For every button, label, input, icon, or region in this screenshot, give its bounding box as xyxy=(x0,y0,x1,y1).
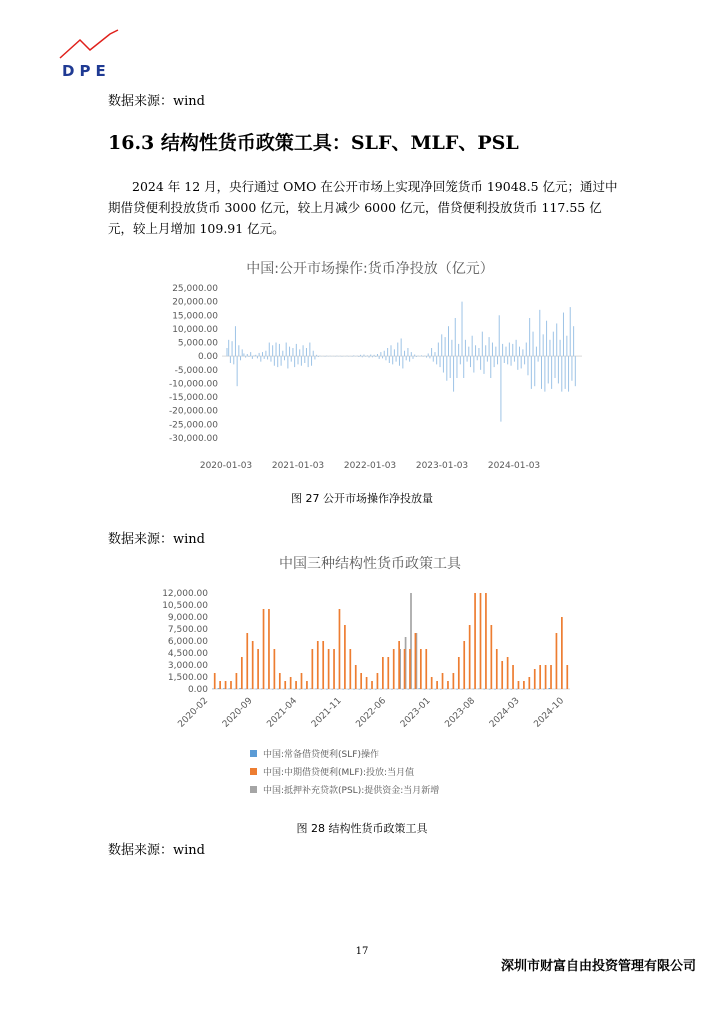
legend-label: 中国:抵押补充贷款(PSL):提供资金:当月新增 xyxy=(263,785,440,796)
chart2-svg xyxy=(150,585,590,745)
y-tick-label: 0.00 xyxy=(197,352,218,363)
chart2-legend xyxy=(250,744,439,798)
data-bar xyxy=(518,681,520,689)
data-bar xyxy=(274,649,276,689)
data-bar xyxy=(435,689,437,690)
data-bar xyxy=(322,641,324,689)
x-tick-label: 2022-01-03 xyxy=(343,461,397,471)
logo-text: DPE xyxy=(62,62,111,80)
data-bar xyxy=(355,665,357,689)
data-bar xyxy=(548,688,550,689)
y-tick-label: 10,000.00 xyxy=(172,324,218,335)
y-tick-label: 12,000.00 xyxy=(162,589,208,599)
data-bar xyxy=(214,673,216,689)
data-bar xyxy=(561,617,563,689)
data-bar xyxy=(366,677,368,689)
data-bar xyxy=(409,649,411,689)
data-bar xyxy=(445,689,447,690)
data-bar xyxy=(456,689,458,690)
data-bar xyxy=(342,689,344,690)
legend-label: 中国:常备借贷便利(SLF)操作 xyxy=(263,749,379,760)
data-bar xyxy=(528,677,530,689)
data-bar xyxy=(382,657,384,689)
data-bar xyxy=(348,689,350,690)
y-tick-label: -15,000.00 xyxy=(168,393,218,404)
data-bar xyxy=(359,689,361,690)
logo-graphic xyxy=(58,28,128,64)
data-bar xyxy=(391,689,393,690)
data-bar xyxy=(543,689,545,690)
data-bar xyxy=(447,681,449,689)
y-tick-label: -10,000.00 xyxy=(168,379,218,390)
data-bar xyxy=(480,593,482,689)
data-bar xyxy=(234,689,236,690)
data-bar xyxy=(483,689,485,690)
data-bar xyxy=(545,665,547,689)
data-bar xyxy=(407,689,409,690)
data-bar xyxy=(458,657,460,689)
data-bar xyxy=(398,641,400,689)
y-tick-label: 15,000.00 xyxy=(172,311,218,322)
legend-swatch xyxy=(250,750,257,757)
data-bar xyxy=(501,661,503,689)
data-bar xyxy=(415,633,417,689)
chart2-caption: 图 28 结构性货币政策工具 xyxy=(296,822,428,835)
data-bar xyxy=(326,689,328,690)
data-bar xyxy=(369,689,371,690)
data-bar xyxy=(512,665,514,689)
data-bar xyxy=(279,673,281,689)
data-bar xyxy=(306,681,308,689)
data-bar xyxy=(290,677,292,689)
data-bar xyxy=(521,689,523,690)
data-bar xyxy=(257,649,259,689)
data-bar xyxy=(223,688,225,689)
data-bar xyxy=(387,657,389,689)
data-bar xyxy=(404,649,406,689)
data-bar xyxy=(473,689,475,690)
data-bar xyxy=(288,689,290,690)
y-tick-label: -30,000.00 xyxy=(168,434,218,444)
x-tick-label: 2023-08 xyxy=(443,696,478,730)
y-tick-label: -25,000.00 xyxy=(168,420,218,431)
y-tick-label: 10,500.00 xyxy=(162,601,208,611)
data-bar xyxy=(489,689,491,690)
data-bar xyxy=(310,689,312,690)
data-bar xyxy=(451,689,453,690)
data-bar xyxy=(532,689,534,690)
x-tick-label: 2020-09 xyxy=(220,696,255,730)
legend-item-psl xyxy=(250,780,439,798)
data-bar xyxy=(516,689,518,690)
data-source-label: 数据来源：wind xyxy=(108,532,205,547)
data-bar xyxy=(266,689,268,690)
data-bar xyxy=(505,689,507,690)
data-bar xyxy=(556,633,558,689)
section-heading: 16.3 结构性货币政策工具：SLF、MLF、PSL xyxy=(108,132,519,154)
x-tick-label: 2024-01-03 xyxy=(487,461,541,471)
data-bar xyxy=(538,689,540,690)
data-bar xyxy=(442,673,444,689)
data-bar xyxy=(312,649,314,689)
chart1-svg xyxy=(150,280,590,480)
legend-item-slf xyxy=(250,744,439,762)
y-tick-label: 6,000.00 xyxy=(167,637,208,647)
data-bar xyxy=(420,649,422,689)
data-bar xyxy=(219,681,221,689)
data-bar xyxy=(241,657,243,689)
data-bar xyxy=(534,669,536,689)
chart2-title: 中国三种结构性货币政策工具 xyxy=(279,556,461,572)
data-bar xyxy=(349,649,351,689)
legend-swatch xyxy=(250,786,257,793)
data-bar xyxy=(301,673,303,689)
x-tick-label: 2024-10 xyxy=(532,696,567,730)
data-bar xyxy=(321,689,323,690)
data-bar xyxy=(485,593,487,689)
data-bar xyxy=(218,688,220,689)
y-tick-label: 1,500.00 xyxy=(167,673,208,683)
data-bar xyxy=(228,689,230,690)
data-bar xyxy=(337,689,339,690)
data-source-label: 数据来源：wind xyxy=(108,843,205,858)
data-bar xyxy=(364,689,366,690)
data-bar xyxy=(566,665,568,689)
data-bar xyxy=(425,649,427,689)
y-tick-label: 9,000.00 xyxy=(167,613,208,623)
y-tick-label: 25,000.00 xyxy=(172,284,218,294)
data-bar xyxy=(212,689,214,690)
y-tick-label: 7,500.00 xyxy=(167,625,208,635)
data-bar xyxy=(380,689,382,690)
data-bar xyxy=(239,688,241,689)
data-bar xyxy=(230,681,232,689)
page-number: 17 xyxy=(355,946,369,957)
data-bar xyxy=(500,689,502,690)
data-bar xyxy=(397,689,399,690)
y-tick-label: -5,000.00 xyxy=(174,365,218,376)
data-bar xyxy=(299,689,301,690)
data-bar xyxy=(440,689,442,690)
data-bar xyxy=(462,689,464,690)
legend-item-mlf xyxy=(250,762,439,780)
data-bar xyxy=(413,689,415,690)
data-bar xyxy=(256,689,258,690)
x-tick-label: 2023-01-03 xyxy=(415,461,469,471)
data-bar xyxy=(315,689,317,690)
data-bar xyxy=(418,688,420,689)
data-bar xyxy=(339,609,341,689)
data-source-label: 数据来源：wind xyxy=(108,94,205,109)
data-bar xyxy=(453,673,455,689)
legend-label: 中国:中期借贷便利(MLF):投放:当月值 xyxy=(263,767,415,778)
data-bar xyxy=(463,641,465,689)
data-bar xyxy=(469,625,471,689)
data-bar xyxy=(332,689,334,690)
x-tick-label: 2021-11 xyxy=(309,696,344,730)
y-tick-label: 4,500.00 xyxy=(167,649,208,659)
data-bar xyxy=(360,673,362,689)
data-bar xyxy=(402,689,404,690)
data-bar xyxy=(272,689,274,690)
data-bar xyxy=(225,681,227,689)
x-tick-label: 2021-01-03 xyxy=(271,461,325,471)
summary-paragraph: 2024 年 12 月，央行通过 OMO 在公开市场上实现净回笼货币 19048.5 亿元；通过中期借贷便利投放货币 3000 亿元，较上月减少 6000 亿元，借贷便利投放货币 117.55 亿元，较上月增加 109.91 亿元。 xyxy=(108,179,618,236)
x-tick-label: 2021-04 xyxy=(265,696,300,730)
x-tick-label: 2024-03 xyxy=(487,696,522,730)
data-bar xyxy=(527,689,529,690)
data-bar xyxy=(436,681,438,689)
data-bar xyxy=(491,625,493,689)
data-bar xyxy=(353,689,355,690)
data-bar xyxy=(328,649,330,689)
y-tick-label: -20,000.00 xyxy=(168,406,218,417)
x-tick-label: 2022-06 xyxy=(354,696,389,730)
data-bar xyxy=(523,681,525,689)
data-bar xyxy=(317,641,319,689)
data-bar xyxy=(333,649,335,689)
data-bar xyxy=(371,681,373,689)
data-bar xyxy=(494,689,496,690)
data-bar xyxy=(245,689,247,690)
y-tick-label: 5,000.00 xyxy=(177,338,218,349)
data-bar xyxy=(511,689,513,690)
data-bar xyxy=(283,689,285,690)
data-bar xyxy=(496,649,498,689)
data-bar xyxy=(277,689,279,690)
chart1-title: 中国:公开市场操作:货币净投放（亿元） xyxy=(246,261,494,277)
y-tick-label: 3,000.00 xyxy=(167,661,208,671)
data-bar xyxy=(424,689,426,690)
legend-swatch xyxy=(250,768,257,775)
x-tick-label: 2020-01-03 xyxy=(199,461,253,471)
data-bar xyxy=(393,649,395,689)
data-bar xyxy=(478,689,480,690)
data-bar xyxy=(246,633,248,689)
data-bar xyxy=(507,657,509,689)
data-bar xyxy=(252,641,254,689)
x-tick-label: 2023-01 xyxy=(398,696,433,730)
data-bar xyxy=(431,677,433,689)
data-bar xyxy=(375,689,377,690)
data-bar xyxy=(295,681,297,689)
data-bar xyxy=(539,665,541,689)
data-bar xyxy=(386,689,388,690)
chart1-caption: 图 27 公开市场操作净投放量 xyxy=(291,492,433,505)
data-bar xyxy=(250,689,252,690)
data-bar xyxy=(467,689,469,690)
data-bar xyxy=(344,625,346,689)
y-tick-label: 0.00 xyxy=(187,685,208,695)
data-bar xyxy=(268,609,270,689)
data-bar xyxy=(377,673,379,689)
data-bar xyxy=(284,681,286,689)
data-bar xyxy=(263,609,265,689)
data-bar xyxy=(261,689,263,690)
x-tick-label: 2020-02 xyxy=(176,696,211,730)
data-bar xyxy=(474,593,476,689)
data-bar xyxy=(304,689,306,690)
company-name: 深圳市财富自由投资管理有限公司 xyxy=(500,959,696,974)
data-bar xyxy=(294,689,296,690)
data-bar xyxy=(429,689,431,690)
y-tick-label: 20,000.00 xyxy=(172,297,218,308)
data-bar xyxy=(550,665,552,689)
data-bar xyxy=(236,673,238,689)
